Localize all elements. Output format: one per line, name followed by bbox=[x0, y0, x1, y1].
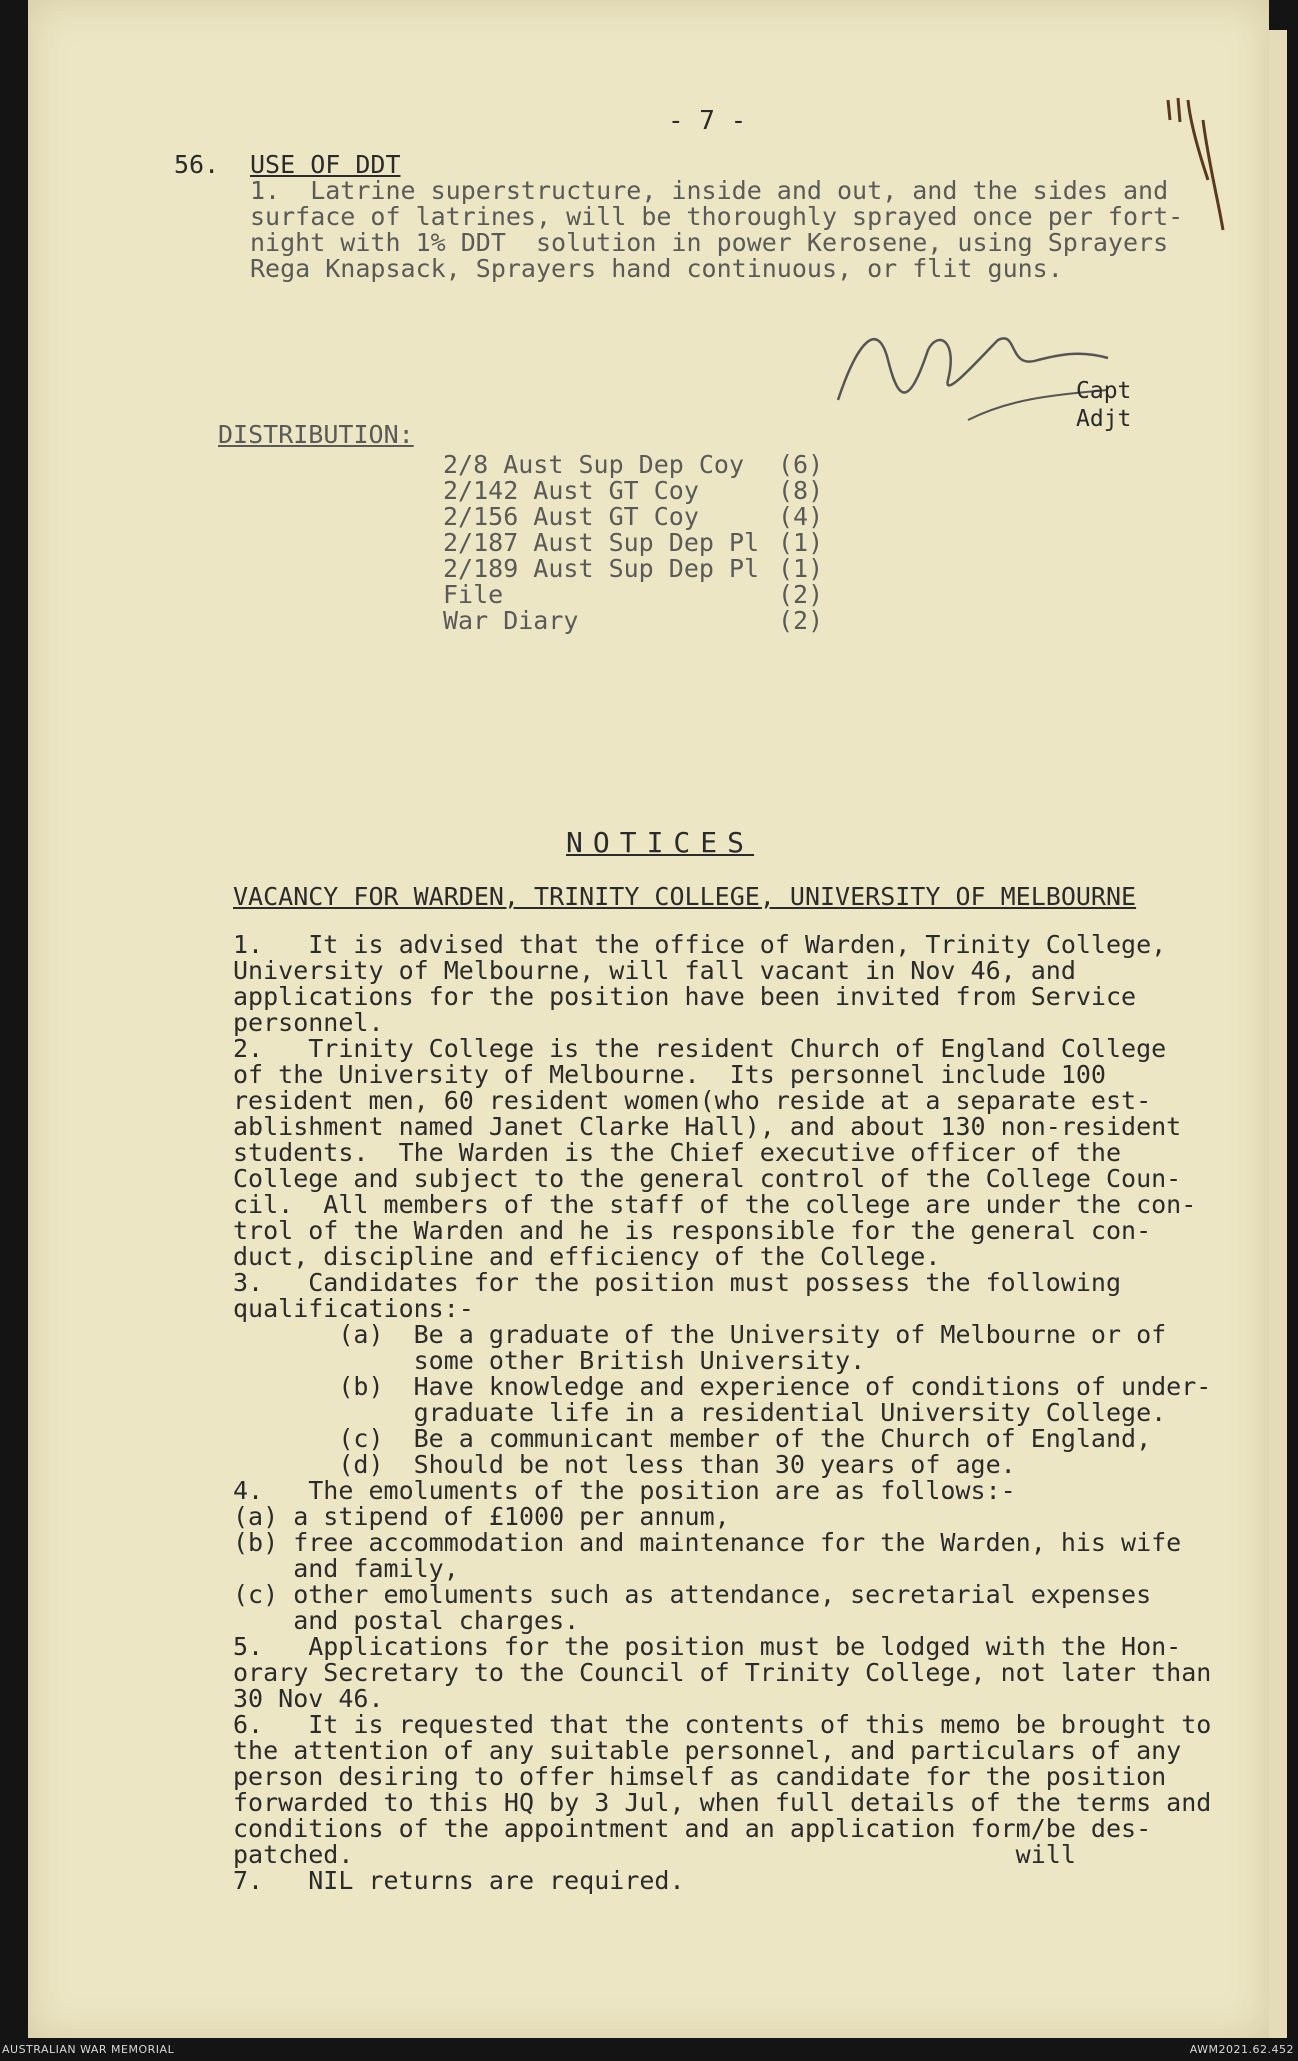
footer-source: AUSTRALIAN WAR MEMORIAL bbox=[2, 2043, 175, 2056]
signature-rank: Capt bbox=[1076, 378, 1132, 404]
notice-line: qualifications:- bbox=[233, 1294, 474, 1323]
notice-line: 6. It is requested that the contents of this memo be brought to bbox=[233, 1710, 1212, 1739]
notice-line: and family, bbox=[233, 1554, 459, 1583]
notice-line: College and subject to the general control of the College Coun- bbox=[233, 1164, 1182, 1193]
notices-heading: NOTICES bbox=[566, 826, 755, 859]
notice-line: and postal charges. bbox=[233, 1606, 580, 1635]
section-line: Rega Knapsack, Sprayers hand continuous, or flit guns. bbox=[250, 254, 1063, 283]
notice-line: (a) a stipend of £1000 per annum, bbox=[233, 1502, 730, 1531]
pencil-mark bbox=[1148, 90, 1228, 240]
signature-appointment: Adjt bbox=[1076, 406, 1132, 432]
section-number: 56. bbox=[174, 150, 220, 179]
notice-line: conditions of the appointment and an application form/be des- bbox=[233, 1814, 1152, 1843]
distribution-qty: (6) bbox=[778, 450, 824, 479]
distribution-unit: File bbox=[443, 580, 504, 609]
notice-line: duct, discipline and efficiency of the College. bbox=[233, 1242, 941, 1271]
notice-line: orary Secretary to the Council of Trinity College, not later than bbox=[233, 1658, 1212, 1687]
notice-line: 2. Trinity College is the resident Church of England College bbox=[233, 1034, 1167, 1063]
distribution-heading: DISTRIBUTION: bbox=[218, 420, 414, 449]
notice-line: (b) Have knowledge and experience of conditions of under- bbox=[233, 1372, 1212, 1401]
notice-line: 5. Applications for the position must be lodged with the Hon- bbox=[233, 1632, 1182, 1661]
notice-line: 4. The emoluments of the position are as follows:- bbox=[233, 1476, 1016, 1505]
distribution-qty: (8) bbox=[778, 476, 824, 505]
distribution-qty: (1) bbox=[778, 528, 824, 557]
notice-line: (c) Be a communicant member of the Church of England, bbox=[233, 1424, 1152, 1453]
notice-line: students. The Warden is the Chief executive officer of the bbox=[233, 1138, 1122, 1167]
section-line: night with 1% DDT solution in power Kerosene, using Sprayers bbox=[250, 228, 1169, 257]
notice-line: 30 Nov 46. bbox=[233, 1684, 384, 1713]
section-line: surface of latrines, will be thoroughly sprayed once per fort- bbox=[250, 202, 1184, 231]
notice-line: of the University of Melbourne. Its personnel include 100 bbox=[233, 1060, 1106, 1089]
distribution-unit: 2/187 Aust Sup Dep Pl bbox=[443, 528, 760, 557]
notice-line: applications for the position have been invited from Service bbox=[233, 982, 1137, 1011]
section-line: 1. Latrine superstructure, inside and out, and the sides and bbox=[250, 176, 1169, 205]
document-page bbox=[28, 0, 1269, 2038]
distribution-unit: 2/156 Aust GT Coy bbox=[443, 502, 699, 531]
page-edge bbox=[1269, 30, 1287, 2038]
notice-line: resident men, 60 resident women(who reside at a separate est- bbox=[233, 1086, 1152, 1115]
distribution-unit: War Diary bbox=[443, 606, 579, 635]
signature-scrawl bbox=[818, 300, 1118, 430]
distribution-qty: (1) bbox=[778, 554, 824, 583]
notice-line: (a) Be a graduate of the University of Melbourne or of bbox=[233, 1320, 1167, 1349]
notice-line: person desiring to offer himself as candidate for the position bbox=[233, 1762, 1167, 1791]
distribution-qty: (4) bbox=[778, 502, 824, 531]
notice-line: some other British University. bbox=[233, 1346, 866, 1375]
notice-line: graduate life in a residential University College. bbox=[233, 1398, 1167, 1427]
footer-accession: AWM2021.62.452 bbox=[1189, 2043, 1294, 2056]
section-title: USE OF DDT bbox=[250, 150, 401, 179]
notice-line: cil. All members of the staff of the college are under the con- bbox=[233, 1190, 1197, 1219]
notice-line: 1. It is advised that the office of Warden, Trinity College, bbox=[233, 930, 1167, 959]
distribution-qty: (2) bbox=[778, 606, 824, 635]
notice-line: forwarded to this HQ by 3 Jul, when full details of the terms and bbox=[233, 1788, 1212, 1817]
distribution-unit: 2/189 Aust Sup Dep Pl bbox=[443, 554, 760, 583]
distribution-qty: (2) bbox=[778, 580, 824, 609]
page-number: - 7 - bbox=[668, 106, 747, 136]
notice-line: (c) other emoluments such as attendance, secretarial expenses bbox=[233, 1580, 1152, 1609]
notice-line: 3. Candidates for the position must possess the following bbox=[233, 1268, 1122, 1297]
distribution-unit: 2/142 Aust GT Coy bbox=[443, 476, 699, 505]
notice-line: personnel. bbox=[233, 1008, 384, 1037]
notice-line: the attention of any suitable personnel, and particulars of any bbox=[233, 1736, 1182, 1765]
notice-line: University of Melbourne, will fall vacant in Nov 46, and bbox=[233, 956, 1076, 985]
notices-subheading: VACANCY FOR WARDEN, TRINITY COLLEGE, UNIVERSITY OF MELBOURNE bbox=[233, 882, 1137, 911]
notice-line: 7. NIL returns are required. bbox=[233, 1866, 685, 1895]
notice-line: trol of the Warden and he is responsible for the general con- bbox=[233, 1216, 1152, 1245]
notice-line: (d) Should be not less than 30 years of age. bbox=[233, 1450, 1016, 1479]
notice-line: ablishment named Janet Clarke Hall), and about 130 non-resident bbox=[233, 1112, 1182, 1141]
notice-line: patched. will bbox=[233, 1840, 1076, 1869]
distribution-unit: 2/8 Aust Sup Dep Coy bbox=[443, 450, 745, 479]
notice-line: (b) free accommodation and maintenance for the Warden, his wife bbox=[233, 1528, 1182, 1557]
